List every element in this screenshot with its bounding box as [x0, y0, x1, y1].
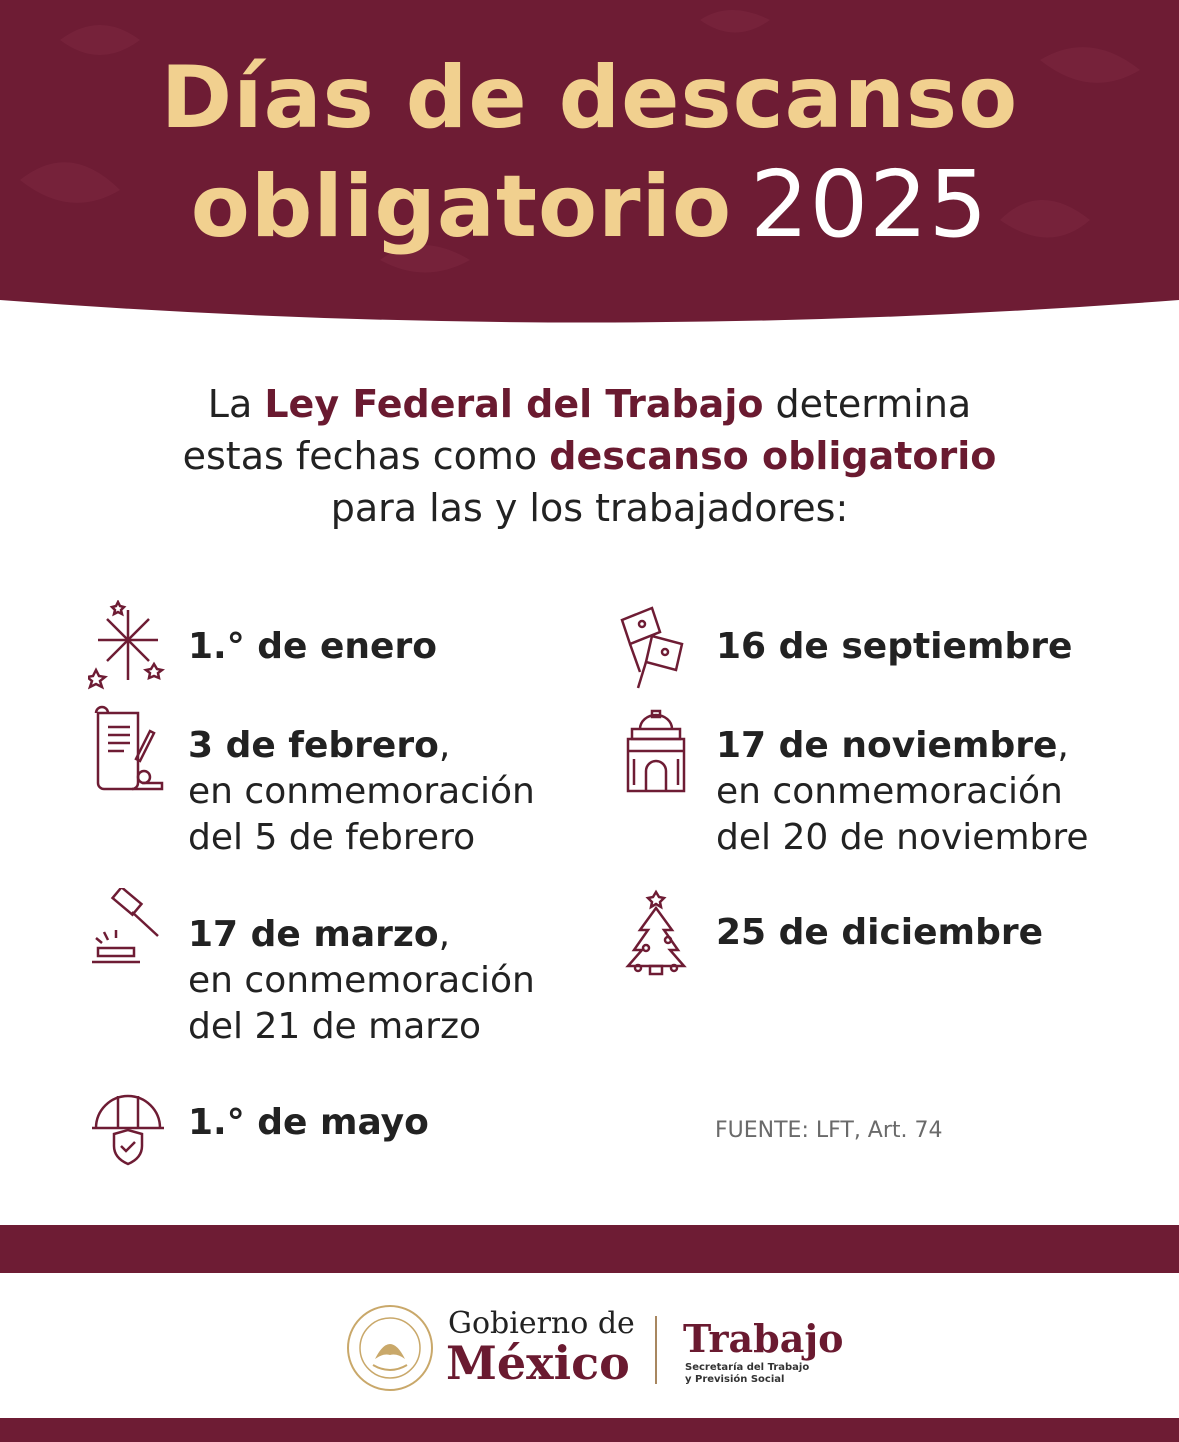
holiday-text: [716, 910, 1043, 956]
secretaria-line1: Secretaría del Trabajo: [685, 1362, 810, 1373]
intro-line3: para las y los trabajadores:: [330, 486, 849, 530]
monument-icon: [616, 705, 696, 795]
holiday-text: [188, 723, 535, 861]
helmet-shield-icon: [88, 1078, 168, 1168]
intro-text-a: La: [207, 382, 265, 426]
holiday-date: 25 de diciembre: [716, 912, 1044, 953]
intro-line1: [0, 378, 1179, 430]
intro-highlight: descanso obligatorio: [549, 434, 997, 478]
mexico-text: México: [446, 1336, 630, 1390]
flags-icon: [616, 600, 696, 690]
holiday-text: [716, 723, 1089, 861]
gobierno-de-text: Gobierno de: [448, 1306, 635, 1341]
comma: ,: [1057, 725, 1069, 766]
comma: ,: [438, 725, 451, 766]
holiday-text: [716, 624, 1072, 670]
holiday-note: en conmemoración: [716, 771, 1063, 812]
title-obligatorio: obligatorio: [190, 157, 733, 257]
footer-band-top: [0, 1225, 1179, 1273]
holiday-date: 17 de noviembre: [716, 725, 1058, 766]
page-title-line2: [0, 151, 1179, 258]
title-year: 2025: [750, 151, 989, 258]
holiday-date-line: [188, 912, 535, 958]
secretaria-text: [685, 1362, 809, 1386]
intro-text-c: determina: [763, 382, 972, 426]
footer-band-bottom: [0, 1418, 1179, 1442]
holiday-date: 3 de febrero: [188, 725, 439, 766]
intro-text-d: estas fechas como: [182, 434, 550, 478]
holiday-date-line: [716, 723, 1089, 769]
scroll-document-icon: [88, 705, 168, 795]
holiday-date-line: [188, 723, 535, 769]
holiday-note: del 21 de marzo: [188, 1006, 481, 1047]
intro-line2: [0, 430, 1179, 482]
header-banner: [0, 0, 1179, 335]
holiday-note: del 20 de noviembre: [716, 817, 1089, 858]
holiday-note: del 5 de febrero: [188, 817, 476, 858]
gavel-icon: [88, 888, 168, 978]
christmas-tree-icon: [616, 888, 696, 978]
holiday-note: en conmemoración: [188, 960, 535, 1001]
holiday-text: [188, 624, 437, 670]
intro-law-name: Ley Federal del Trabajo: [264, 382, 764, 426]
trabajo-logo-text: Trabajo: [683, 1316, 844, 1361]
holiday-note: en conmemoración: [188, 771, 535, 812]
holiday-date: 1.° de enero: [188, 626, 437, 667]
mexico-seal-icon: [345, 1303, 435, 1393]
source-note: FUENTE: LFT, Art. 74: [715, 1118, 943, 1143]
holiday-text: [188, 912, 535, 1050]
secretaria-line2: y Previsión Social: [685, 1374, 785, 1385]
holiday-text: [188, 1100, 429, 1146]
logo-divider: [655, 1316, 657, 1384]
intro-text: [0, 378, 1179, 534]
fireworks-icon: [88, 600, 168, 690]
comma: ,: [438, 914, 451, 955]
page-title-line1: Días de descanso: [160, 48, 1019, 148]
holiday-date: 17 de marzo: [188, 914, 439, 955]
holiday-date: 1.° de mayo: [188, 1102, 429, 1143]
holiday-date: 16 de septiembre: [716, 626, 1073, 667]
